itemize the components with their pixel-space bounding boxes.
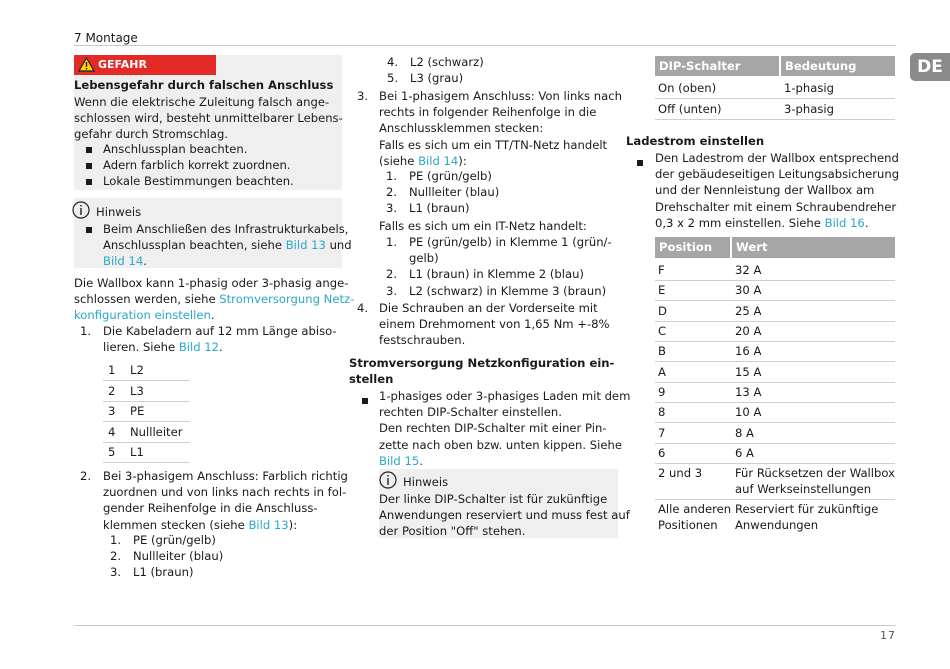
header-rule — [74, 45, 896, 46]
netzkonfiguration-link-cont[interactable]: konfiguration einstellen — [74, 308, 211, 323]
table-cell: auf Werkseinstellungen — [735, 482, 872, 496]
danger-text-line: Wenn die elektrische Zuleitung falsch ange- — [74, 95, 330, 109]
list-item: gelb) — [409, 251, 439, 266]
table-cell: A — [658, 365, 666, 379]
note-line: Bild 14. — [103, 254, 147, 269]
danger-text — [74, 94, 343, 143]
note-line: der Position "Off" stehen. — [379, 524, 526, 539]
table-row: L1 — [130, 445, 144, 459]
step4-number: 4. — [357, 301, 369, 315]
table-cell: 6 — [658, 446, 666, 460]
bullet-icon — [86, 179, 92, 185]
danger-title: Lebensgefahr durch falschen Anschluss — [74, 78, 334, 92]
list-item: 3. L2 (schwarz) in Klemme 3 (braun) — [386, 283, 607, 298]
table-cell: E — [658, 283, 666, 297]
table-cell: 16 A — [735, 344, 762, 358]
tt-list — [386, 168, 499, 217]
ladestrom-line: und der Nennleistung der Wallbox am — [655, 183, 875, 198]
intro-line: schlossen werden, siehe Stromversorgung Netz- — [74, 292, 355, 307]
step3-line: Anschlussklemmen stecken: — [379, 121, 544, 136]
step2-line: gender Reihenfolge in die Anschluss- — [103, 501, 318, 516]
table-header-cell: Position — [655, 237, 730, 258]
list-item: 2. L1 (braun) in Klemme 2 (blau) — [386, 267, 584, 282]
chapter-header: 7 Montage — [74, 31, 138, 45]
bild15-link[interactable]: Bild 15 — [379, 453, 420, 468]
table-row: 1 — [108, 363, 116, 377]
step1-line: lieren. Siehe Bild 12. — [103, 340, 223, 355]
section-title-line: stellen — [349, 372, 394, 387]
section-title — [349, 355, 614, 387]
intro-line: konfiguration einstellen. — [74, 308, 215, 323]
language-tab: DE — [910, 53, 950, 81]
step3-text — [379, 88, 622, 169]
page-number: 17 — [880, 629, 896, 642]
table-cell: 25 A — [735, 304, 762, 318]
row-divider — [655, 402, 895, 403]
table-cell: 15 A — [735, 365, 762, 379]
ladestrom-line: Drehschalter mit einem Schraubendreher — [655, 199, 897, 214]
step2-sublist — [110, 532, 223, 581]
list-item: 5. L3 (grau) — [387, 71, 464, 86]
bullet-icon — [637, 154, 643, 170]
step3-number: 3. — [357, 89, 369, 103]
step3-line: Falls es sich um ein TT/TN-Netz handelt — [379, 137, 608, 152]
row-divider — [655, 463, 895, 464]
row-divider — [655, 280, 895, 281]
section-line: zette nach oben bzw. unten kippen. Siehe — [379, 437, 622, 452]
step2-line: klemmen stecken (siehe Bild 13): — [103, 517, 298, 532]
table-cell: Reserviert für zukünftige — [735, 502, 879, 516]
bullet-icon — [86, 163, 92, 169]
step2-continued — [387, 54, 484, 86]
table-row: 3 — [108, 404, 116, 418]
info-icon — [72, 201, 90, 219]
note-line: Anwendungen reserviert und muss fest auf — [379, 508, 630, 523]
section-line: Bild 15. — [379, 453, 423, 468]
note-line: Anschlussplan beachten, siehe Bild 13 und — [103, 238, 352, 253]
section-line: 1-phasiges oder 3-phasiges Laden mit dem — [379, 389, 631, 403]
step4-text — [379, 300, 610, 349]
table-cell: On (oben) — [658, 81, 717, 95]
note-body — [379, 491, 630, 540]
step1-number: 1. — [80, 324, 92, 338]
step1-text — [103, 323, 337, 355]
bild16-link[interactable]: Bild 16 — [824, 215, 865, 230]
bullet-icon — [86, 227, 92, 233]
list-item: 1. PE (grün/gelb) — [386, 169, 492, 183]
table-cell: Für Rücksetzen der Wallbox — [735, 466, 895, 480]
bild13-link[interactable]: Bild 13 — [248, 517, 289, 532]
table-cell: C — [658, 324, 667, 338]
step2-text — [103, 468, 348, 533]
danger-label: GEFAHR — [98, 58, 147, 71]
table-row: L3 — [130, 384, 144, 398]
table-cell: 1-phasig — [784, 81, 834, 95]
list-item: 1. PE (grün/gelb) — [110, 533, 216, 547]
table-header-cell: DIP-Schalter — [655, 56, 779, 76]
table-cell: 30 A — [735, 283, 762, 297]
bullet-icon — [86, 147, 92, 153]
it-list — [386, 234, 612, 299]
step3-line: Bei 1-phasigem Anschluss: Von links nach — [379, 89, 622, 103]
step1-line: Die Kabeladern auf 12 mm Länge abiso- — [103, 324, 337, 338]
table-cell: 9 — [658, 385, 666, 399]
bild14-link[interactable]: Bild 14 — [418, 153, 459, 168]
danger-bullet-item: Adern farblich korrekt zuordnen. — [86, 157, 294, 173]
danger-bullet-item: Anschlussplan beachten. — [86, 141, 294, 157]
intro-line: Die Wallbox kann 1-phasig oder 3-phasig ange- — [74, 276, 349, 290]
list-item: 3. L1 (braun) — [386, 201, 470, 216]
row-divider — [655, 321, 895, 322]
table-row: 5 — [108, 445, 116, 459]
ladestrom-line: der gebäudeseitigen Leitungsabsicherung — [655, 167, 900, 182]
table-row: 4 — [108, 425, 116, 439]
danger-text-line: schlossen wird, besteht unmittelbarer Lebens- — [74, 111, 343, 126]
info-icon — [379, 471, 397, 489]
table-cell: 32 A — [735, 263, 762, 277]
table-cell: 20 A — [735, 324, 762, 338]
footer-rule — [74, 625, 896, 626]
step2-line: Bei 3-phasigem Anschluss: Farblich richtig — [103, 469, 348, 483]
table-cell: 3-phasig — [784, 102, 834, 116]
table-row: Nullleiter — [130, 425, 183, 439]
step4-line: Die Schrauben an der Vorderseite mit — [379, 301, 598, 315]
table-cell: 8 A — [735, 426, 754, 440]
danger-bullet-item: Lokale Bestimmungen beachten. — [86, 173, 294, 189]
intro-paragraph — [74, 275, 354, 324]
step4-line: einem Drehmoment von 1,65 Nm +-8% — [379, 317, 610, 332]
section-line: rechten DIP-Schalter einstellen. — [379, 405, 562, 420]
list-item: 4. L2 (schwarz) — [387, 55, 484, 69]
table-cell: B — [658, 344, 666, 358]
table-cell: Positionen — [658, 518, 718, 532]
bild13-link[interactable]: Bild 13 — [285, 238, 326, 253]
row-divider — [655, 300, 895, 301]
table-cell: Alle anderen — [658, 502, 732, 516]
danger-header — [74, 55, 216, 75]
ladestrom-line: Den Ladestrom der Wallbox entsprechend — [655, 151, 899, 165]
table-row: PE — [130, 404, 145, 418]
note-title: Hinweis — [96, 205, 142, 219]
ladestrom-title: Ladestrom einstellen — [626, 134, 765, 148]
table-cell: F — [658, 263, 665, 277]
bild14-link[interactable]: Bild 14 — [103, 254, 144, 269]
step4-line: festschrauben. — [379, 333, 466, 348]
step3-line: rechts in folgender Reihenfolge in die — [379, 105, 597, 120]
table-cell: 8 — [658, 405, 666, 419]
netzkonfiguration-link[interactable]: Stromversorgung Netz- — [219, 292, 355, 307]
section-title-line: Stromversorgung Netzkonfiguration ein- — [349, 356, 615, 370]
ladestrom-line: 0,3 x 2 mm einstellen. Siehe Bild 16. — [655, 215, 869, 230]
table-row: 2 — [108, 384, 116, 398]
table-cell: Off (unten) — [658, 102, 722, 116]
table-cell: 13 A — [735, 385, 762, 399]
danger-bullets — [86, 141, 294, 190]
note-title: Hinweis — [403, 475, 449, 489]
row-divider — [655, 341, 895, 342]
table-cell: 2 und 3 — [658, 466, 703, 480]
step2-line: zuordnen und von links nach rechts in fol- — [103, 485, 347, 500]
note-line: Beim Anschließen des Infrastrukturkabels, — [86, 221, 352, 237]
row-divider — [655, 422, 895, 423]
row-divider — [655, 443, 895, 444]
warning-icon — [78, 57, 95, 72]
note-body — [86, 221, 352, 270]
note-line: Der linke DIP-Schalter ist für zukünftige — [379, 492, 608, 506]
list-item: 2. Nullleiter (blau) — [110, 549, 224, 564]
section-text — [379, 388, 630, 469]
step3-line: (siehe Bild 14): — [379, 153, 467, 168]
table-cell: D — [658, 304, 667, 318]
list-item: 2. Nullleiter (blau) — [386, 185, 500, 200]
table-header-cell: Wert — [732, 237, 895, 258]
row-divider — [655, 382, 895, 383]
bild12-link[interactable]: Bild 12 — [178, 340, 220, 355]
it-net-line: Falls es sich um ein IT-Netz handelt: — [379, 219, 587, 233]
table-row: L2 — [130, 363, 144, 377]
table-header-cell: Bedeutung — [781, 56, 895, 76]
list-item: 3. L1 (braun) — [110, 565, 194, 580]
step2-number: 2. — [80, 469, 92, 483]
danger-text-line: gefahr durch Stromschlag. — [74, 127, 229, 142]
table-cell: 7 — [658, 426, 666, 440]
ladestrom-text — [655, 150, 899, 231]
list-item: 1. PE (grün/gelb) in Klemme 1 (grün/- — [386, 235, 612, 249]
row-divider — [655, 361, 895, 362]
section-line: Den rechten DIP-Schalter mit einer Pin- — [379, 421, 607, 436]
table-cell: 10 A — [735, 405, 762, 419]
bullet-icon — [362, 392, 368, 408]
table-cell: Anwendungen — [735, 518, 819, 532]
table-cell: 6 A — [735, 446, 754, 460]
